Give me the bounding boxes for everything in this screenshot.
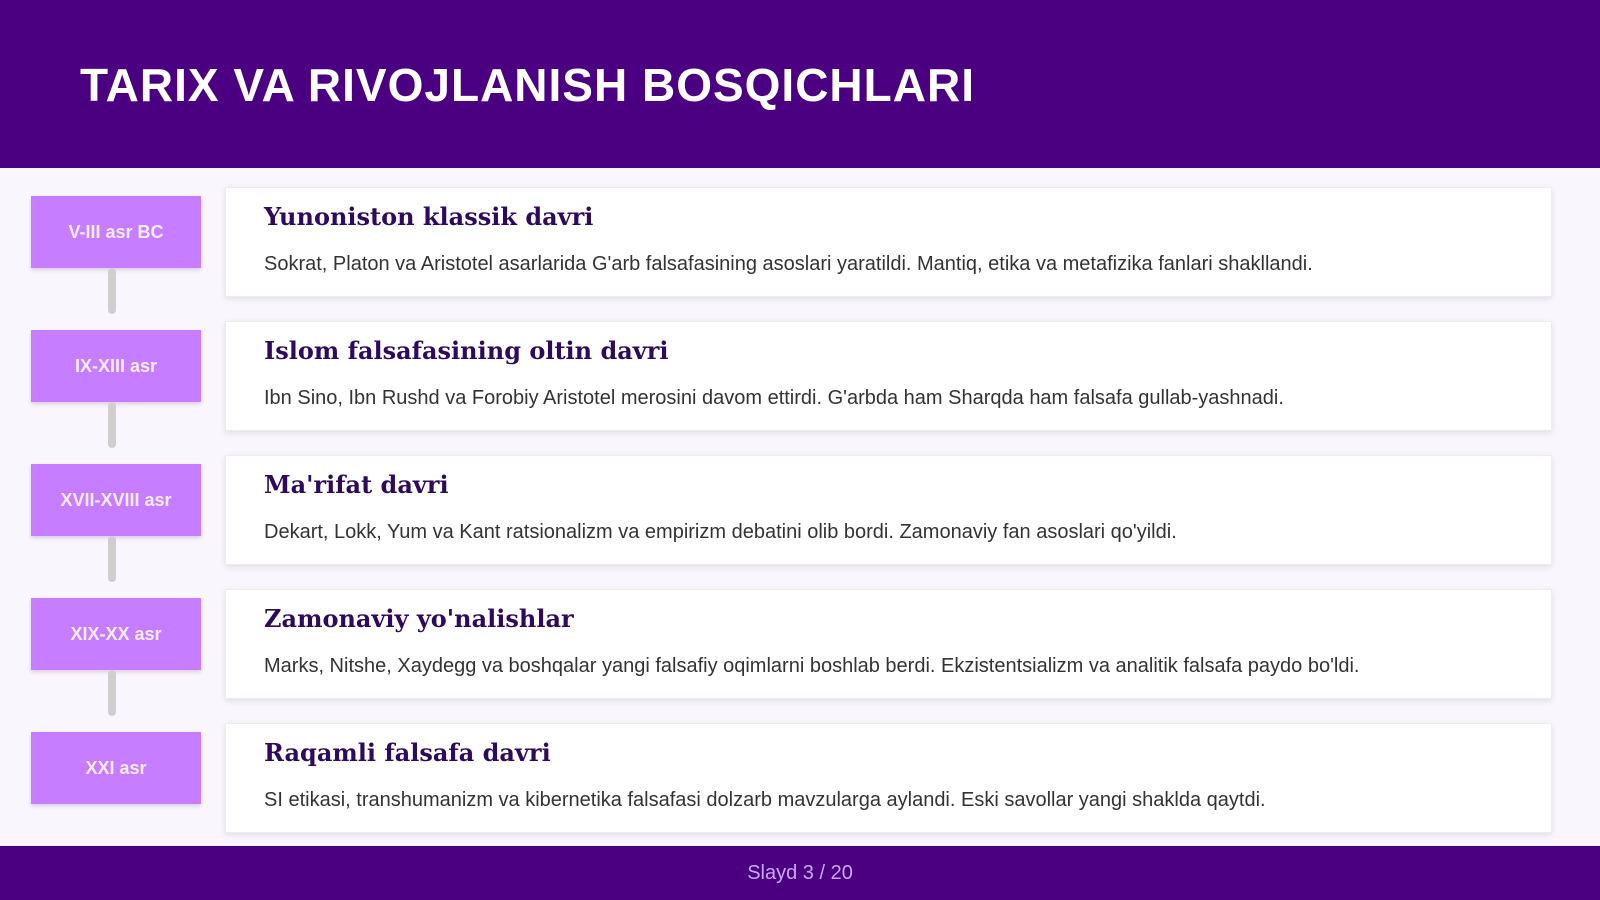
timeline-item: [0, 570, 1600, 682]
era-badge: V-III asr BC: [31, 196, 201, 268]
timeline-item: [0, 168, 1600, 280]
slide-title: TARIX VA RIVOJLANISH BOSQICHLARI: [80, 59, 975, 111]
slide-footer: [0, 846, 1600, 900]
timeline-item: [0, 704, 1600, 816]
era-badge: IX-XIII asr: [31, 330, 201, 402]
period-card: [225, 187, 1552, 297]
period-title: Zamonaviy yo'nalishlar: [264, 604, 574, 633]
period-card: [225, 321, 1552, 431]
period-card: [225, 455, 1552, 565]
slide-counter: Slayd 3 / 20: [747, 861, 853, 884]
timeline: [0, 168, 1600, 846]
period-card: [225, 589, 1552, 699]
period-description: SI etikasi, transhumanizm va kibernetika falsafasi dolzarb mavzularga aylandi. Eski savollar yangi shaklda qaytdi.: [264, 789, 1266, 811]
period-description: Sokrat, Platon va Aristotel asarlarida G'arb falsafasining asoslari yaratildi. Mantiq, etika va metafizika fanlari shakllandi.: [264, 253, 1313, 275]
era-badge: XIX-XX asr: [31, 598, 201, 670]
period-card: [225, 723, 1552, 833]
period-description: Ibn Sino, Ibn Rushd va Forobiy Aristotel merosini davom ettirdi. G'arbda ham Sharqda ham falsafa gullab-yashnadi.: [264, 387, 1284, 409]
era-badge: XVII-XVIII asr: [31, 464, 201, 536]
period-title: Ma'rifat davri: [264, 470, 449, 499]
period-title: Raqamli falsafa davri: [264, 738, 551, 767]
timeline-item: [0, 436, 1600, 548]
period-description: Marks, Nitshe, Xaydegg va boshqalar yangi falsafiy oqimlarni boshlab berdi. Ekzistentsializm va analitik falsafa paydo bo'ldi.: [264, 655, 1360, 677]
period-description: Dekart, Lokk, Yum va Kant ratsionalizm va empirizm debatini olib bordi. Zamonaviy fan asoslari qo'yildi.: [264, 521, 1177, 543]
period-title: Islom falsafasining oltin davri: [264, 336, 669, 365]
slide-header: [0, 0, 1600, 168]
period-title: Yunoniston klassik davri: [264, 202, 594, 231]
timeline-item: [0, 302, 1600, 414]
era-badge: XXI asr: [31, 732, 201, 804]
